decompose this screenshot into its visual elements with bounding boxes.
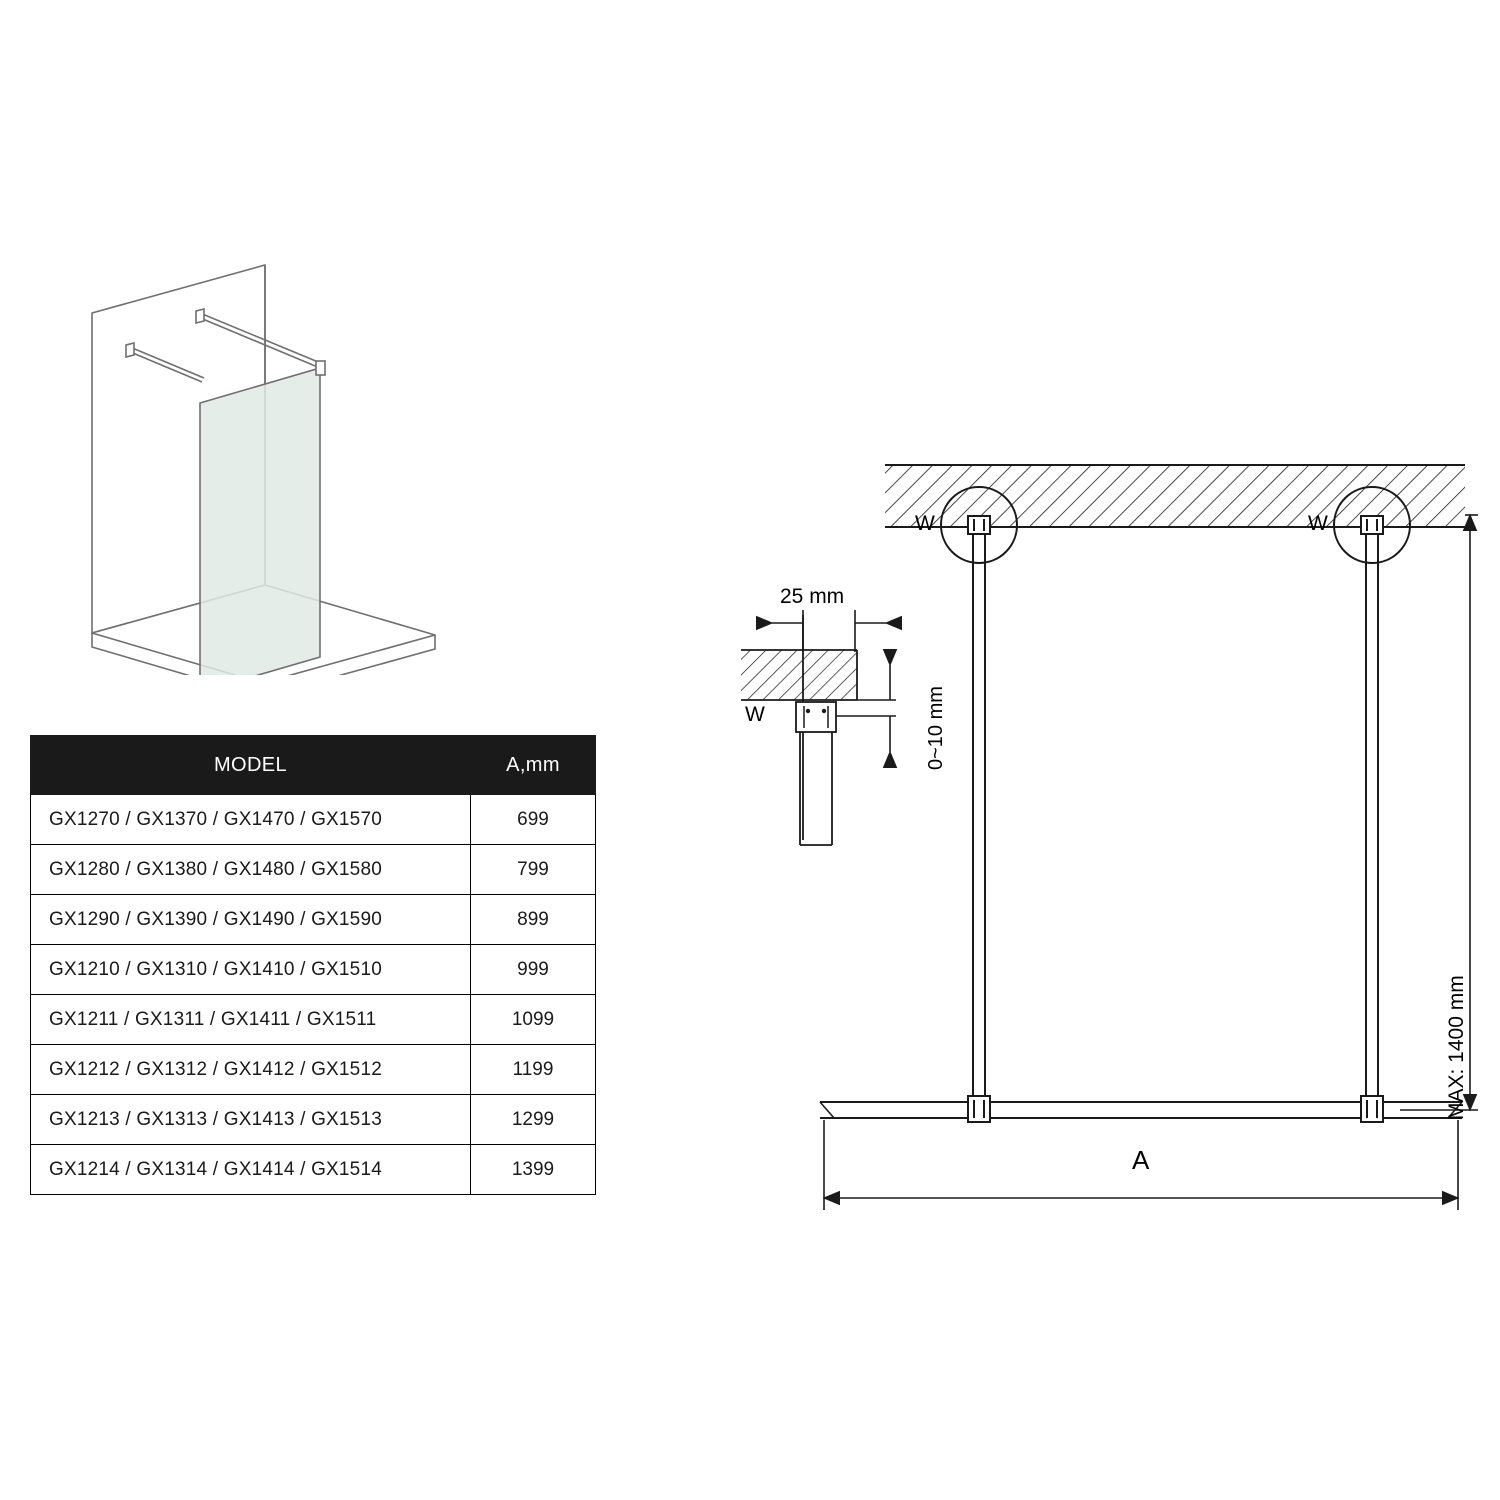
table-row: [31, 1045, 596, 1095]
cell-model: GX1290 / GX1390 / GX1490 / GX1590: [31, 895, 471, 945]
cell-model: GX1280 / GX1380 / GX1480 / GX1580: [31, 845, 471, 895]
table-row: [31, 1145, 596, 1195]
isometric-svg: [80, 255, 460, 675]
cell-a: 1299: [471, 1095, 596, 1145]
column-header-a: A,mm: [471, 736, 596, 795]
cell-a: 799: [471, 845, 596, 895]
table-row: [31, 795, 596, 845]
cell-a: 1099: [471, 995, 596, 1045]
table-row: [31, 945, 596, 995]
technical-drawing-svg: [700, 420, 1490, 1250]
label-w-right: W: [1308, 512, 1328, 535]
cell-model: GX1212 / GX1312 / GX1412 / GX1512: [31, 1045, 471, 1095]
label-gap-0-10mm: 0~10 mm: [925, 686, 947, 770]
table-row: [31, 845, 596, 895]
panel-top-rail: [820, 1096, 1462, 1122]
glass-panel: [200, 368, 320, 675]
detail-view: [741, 610, 896, 845]
column-header-model: MODEL: [31, 736, 471, 795]
table-row: [31, 995, 596, 1045]
model-dimension-table: [30, 735, 596, 1195]
label-w-left: W: [915, 512, 935, 535]
table-row: [31, 1095, 596, 1145]
table-row: [31, 895, 596, 945]
label-w-detail: W: [745, 703, 765, 726]
cell-model: GX1211 / GX1311 / GX1411 / GX1511: [31, 995, 471, 1045]
right-ceiling-bracket: [1361, 516, 1383, 534]
label-thickness-25mm: 25 mm: [780, 585, 845, 608]
isometric-illustration: [80, 255, 460, 675]
label-width-a: A: [1132, 1145, 1150, 1175]
cell-model: GX1270 / GX1370 / GX1470 / GX1570: [31, 795, 471, 845]
label-max-height: MAX: 1400 mm: [1445, 975, 1468, 1120]
table-header-row: [31, 736, 596, 795]
cell-a: 699: [471, 795, 596, 845]
cell-a: 899: [471, 895, 596, 945]
cell-model: GX1210 / GX1310 / GX1410 / GX1510: [31, 945, 471, 995]
left-support-bar: [973, 527, 985, 1110]
technical-drawing: [700, 420, 1490, 1250]
cell-model: GX1213 / GX1313 / GX1413 / GX1513: [31, 1095, 471, 1145]
cell-a: 1199: [471, 1045, 596, 1095]
cell-model: GX1214 / GX1314 / GX1414 / GX1514: [31, 1145, 471, 1195]
cell-a: 1399: [471, 1145, 596, 1195]
left-ceiling-bracket: [968, 516, 990, 534]
cell-a: 999: [471, 945, 596, 995]
right-support-bar: [1366, 527, 1378, 1110]
